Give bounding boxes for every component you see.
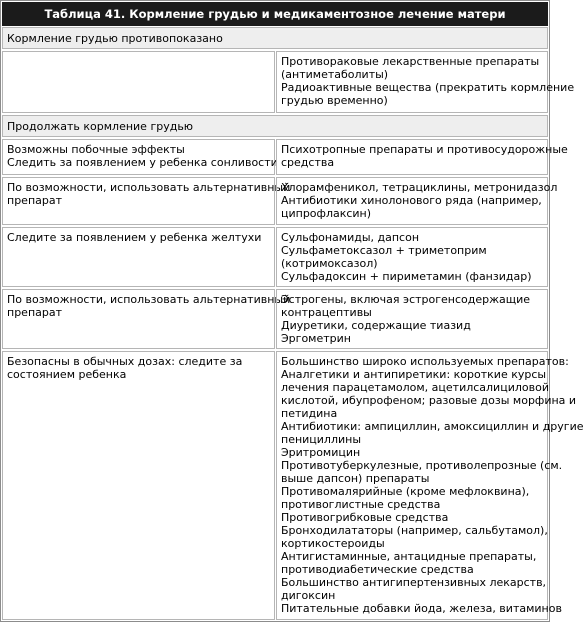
drug-line: Противомалярийные (кроме мефлоквина), <box>281 485 530 498</box>
drug-line: ципрофлаксин) <box>281 207 372 220</box>
table-row <box>2 139 568 175</box>
row-drugs-cell <box>276 351 583 620</box>
drug-line: (антиметаболиты) <box>281 68 389 81</box>
table-row <box>2 177 558 225</box>
note-line: Следите за появлением у ребенка желтухи <box>7 231 262 244</box>
drug-line: Бронходилататоры (например, сальбутамол), <box>281 524 548 537</box>
drug-line: Хлорамфеникол, тетрациклины, метронидазол <box>281 181 558 194</box>
row-note-cell <box>2 51 275 113</box>
drug-line: Эстрогены, включая эстрогенсодержащие <box>281 293 531 306</box>
row-drugs-cell <box>276 139 568 175</box>
drug-line: Противотуберкулезные, противолепрозные (см. <box>281 459 563 472</box>
row-note-cell <box>2 289 291 349</box>
drug-line: кислотой, ибупрофеном; разовые дозы морфина и <box>281 394 577 407</box>
drug-line: Антибиотики хинолонового ряда (например, <box>281 194 542 207</box>
note-line: препарат <box>7 306 63 319</box>
table-row <box>2 51 575 113</box>
drug-line: Антибиотики: ампициллин, амоксициллин и другие <box>281 420 583 433</box>
drug-line: Противораковые лекарственные препараты <box>281 55 540 68</box>
drug-line: контрацептивы <box>281 306 372 319</box>
drug-line: Большинство широко используемых препаратов: <box>281 355 569 368</box>
drug-line: Радиоактивные вещества (прекратить кормление <box>281 81 575 94</box>
row-note-cell <box>2 139 278 175</box>
section-header-contraindicated: Кормление грудью противопоказано <box>2 27 548 49</box>
drug-line: выше дапсон) препараты <box>281 472 430 485</box>
row-drugs-cell <box>276 177 558 225</box>
row-drugs-cell <box>276 289 548 349</box>
drug-line: петидина <box>281 407 338 420</box>
drug-line: лечения парацетамолом, ацетилсалициловой <box>281 381 549 394</box>
drug-line: дигоксин <box>281 589 336 602</box>
note-line: По возможности, использовать альтернативный <box>7 181 291 194</box>
drug-line: Эргометрин <box>281 332 351 345</box>
drug-line: Сульфадоксин + пириметамин (фанзидар) <box>281 270 532 283</box>
note-line: Следить за появлением у ребенка сонливости <box>7 156 278 169</box>
table-title: Таблица 41. Кормление грудью и медикаментозное лечение матери <box>2 2 548 26</box>
drug-line: пенициллины <box>281 433 362 446</box>
drug-line: Сульфонамиды, дапсон <box>281 231 420 244</box>
row-note-cell <box>2 351 275 620</box>
table-row <box>2 227 548 287</box>
table-row <box>2 289 548 349</box>
section-header-continue: Продолжать кормление грудью <box>2 115 548 137</box>
note-line: Безопасны в обычных дозах: следите за <box>7 355 243 368</box>
note-line: состоянием ребенка <box>7 368 127 381</box>
drug-line: противодиабетические средства <box>281 563 474 576</box>
row-drugs-cell <box>276 227 548 287</box>
drug-line: противоглистные средства <box>281 498 441 511</box>
table-row <box>2 351 583 620</box>
drug-line: Антигистаминные, антацидные препараты, <box>281 550 537 563</box>
note-line: Возможны побочные эффекты <box>7 143 185 156</box>
drug-line: Питательные добавки йода, железа, витаминов <box>281 602 562 615</box>
drug-line: Сульфаметоксазол + триметоприм <box>281 244 487 257</box>
drug-line: Эритромицин <box>281 446 361 459</box>
row-drugs-cell <box>276 51 575 113</box>
drug-line: грудью временно) <box>281 94 388 107</box>
row-note-cell <box>2 177 291 225</box>
drug-line: Диуретики, содержащие тиазид <box>281 319 471 332</box>
drug-line: Большинство антигипертензивных лекарств, <box>281 576 547 589</box>
drug-line: средства <box>281 156 335 169</box>
drug-line: кортикостероиды <box>281 537 385 550</box>
row-note-cell <box>2 227 275 287</box>
drug-line: Психотропные препараты и противосудорожные <box>281 143 568 156</box>
drug-line: (котримоксазол) <box>281 257 378 270</box>
drug-line: Противогрибковые средства <box>281 511 449 524</box>
note-line: препарат <box>7 194 63 207</box>
note-line: По возможности, использовать альтернативный <box>7 293 291 306</box>
drug-line: Аналгетики и антипиретики: короткие курсы <box>281 368 547 381</box>
